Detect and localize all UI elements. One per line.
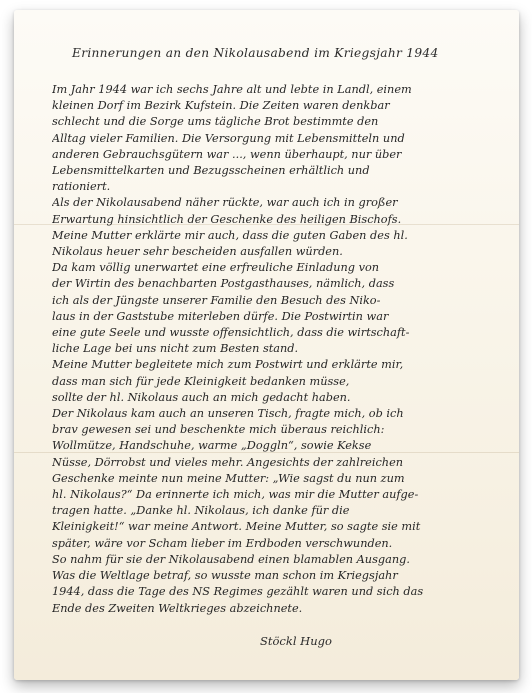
letter-sheet [14,10,519,680]
letter-line: Meine Mutter begleitete mich zum Postwirt und erklärte mir, [52,358,404,372]
letter-title: Erinnerungen an den Nikolausabend im Kriegsjahr 1944 [72,46,439,60]
letter-line: schlecht und die Sorge ums tägliche Brot bestimmte den [52,115,379,129]
letter-line: So nahm für sie der Nikolausabend einen blamablen Ausgang. [52,552,410,566]
letter-line: Im Jahr 1944 war ich sechs Jahre alt und lebte in Landl, einem [52,83,412,96]
letter-line: kleinen Dorf im Bezirk Kufstein. Die Zeiten waren denkbar [52,99,390,113]
letter-line: Als der Nikolausabend näher rückte, war auch ich in großer [52,196,398,210]
letter-line: Geschenke meinte nun meine Mutter: „Wie sagst du nun zum [52,471,405,485]
letter-line: ich als der Jüngste unserer Familie den Besuch des Niko- [52,293,381,307]
letter-line: liche Lage bei uns nicht zum Besten stand. [52,342,299,356]
letter-line: Was die Weltlage betraf, so wusste man schon im Kriegsjahr [52,569,398,583]
letter-line: Der Nikolaus kam auch an unseren Tisch, fragte mich, ob ich [52,407,404,421]
letter-line: Wollmütze, Handschuhe, warme „Doggln“, sowie Kekse [52,439,372,453]
letter-line: dass man sich für jede Kleinigkeit bedanken müsse, [52,374,350,388]
letter-line: Meine Mutter erklärte mir auch, dass die guten Gaben des hl. [52,228,408,242]
letter-line: später, wäre vor Scham lieber im Erdboden verschwunden. [52,536,393,550]
letter-line: Lebensmittelkarten und Bezugsscheinen erhältlich und [52,164,370,178]
letter-line: Ende des Zweiten Weltkrieges abzeichnete. [52,601,303,615]
letter-line: 1944, dass die Tage des NS Regimes gezählt waren und sich das [52,585,424,599]
letter-line: laus in der Gaststube miterleben dürfe. Die Postwirtin war [52,309,389,323]
letter-line: Nikolaus heuer sehr bescheiden ausfallen würden. [52,245,343,259]
letter-line: rationiert. [52,180,111,194]
letter-line: sollte der hl. Nikolaus auch an mich gedacht haben. [52,390,351,404]
letter-line: tragen hatte. „Danke hl. Nikolaus, ich danke für die [52,504,350,518]
letter-line: Nüsse, Dörrobst und vieles mehr. Angesichts der zahlreichen [52,455,404,469]
signature: Stöckl Hugo [260,634,332,648]
letter-line: der Wirtin des benachbarten Postgasthauses, nämlich, dass [52,277,395,291]
letter-line: hl. Nikolaus?“ Da erinnerte ich mich, was mir die Mutter aufge- [52,488,419,502]
letter-line: Erwartung hinsichtlich der Geschenke des heiligen Bischofs. [52,212,402,226]
letter-line: Kleinigkeit!“ war meine Antwort. Meine Mutter, so sagte sie mit [52,520,421,534]
letter-line: anderen Gebrauchsgütern war ..., wenn überhaupt, nur über [52,147,402,161]
letter-line: Alltag vieler Familien. Die Versorgung mit Lebensmitteln und [52,131,405,145]
letter-line: brav gewesen sei und beschenkte mich überaus reichlich: [52,423,385,437]
letter-line: eine gute Seele und wusste offensichtlich, dass die wirtschaft- [52,326,410,340]
letter-line: Da kam völlig unerwartet eine erfreuliche Einladung von [52,261,380,275]
letter-body [52,82,512,617]
